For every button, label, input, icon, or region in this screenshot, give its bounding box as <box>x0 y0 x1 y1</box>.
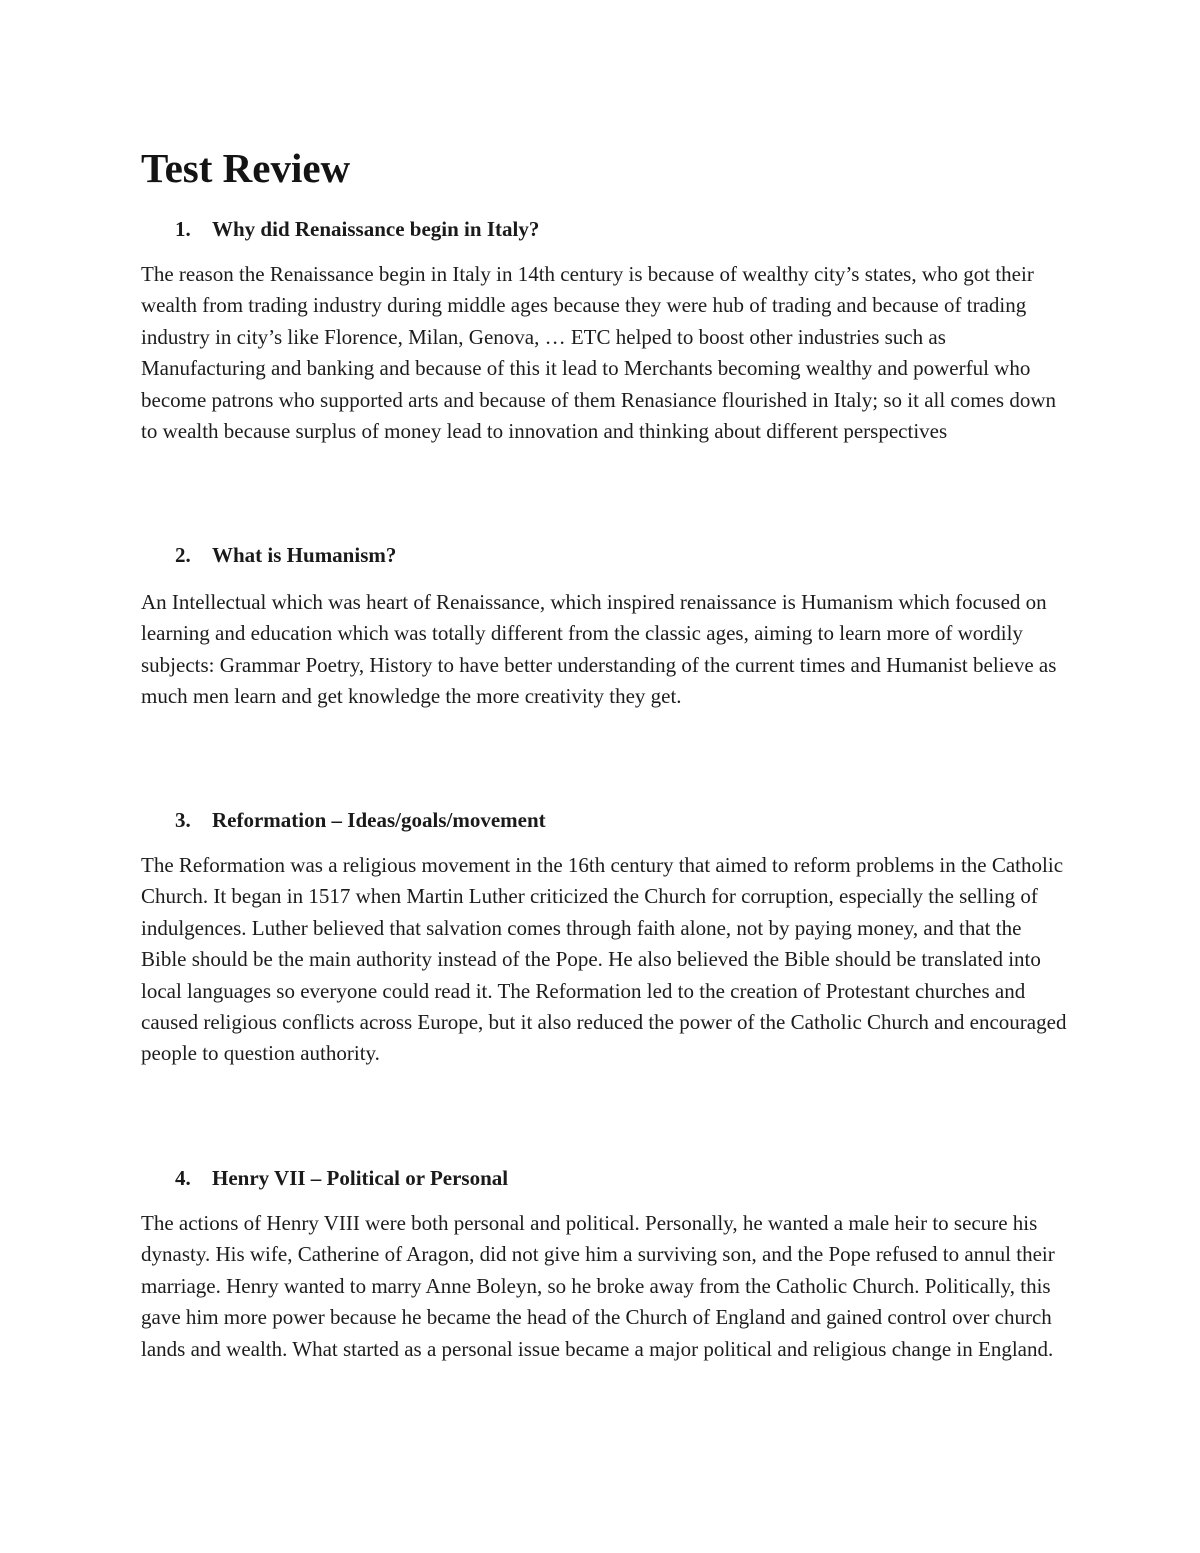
section-body: The actions of Henry VIII were both personal and political. Personally, he wanted a male heir to secure his dynasty. His wife, Catherine of Aragon, did not give him a surviving son, and the Pope refused to annul their marriage. Henry wanted to marry Anne Boleyn, so he broke away from the Catholic Church. Politically, this gave him more power because he became the head of the Church of England and gained control over church lands and wealth. What started as a personal issue became a major political and religious change in England. <box>141 1211 1055 1361</box>
section-body: An Intellectual which was heart of Renaissance, which inspired renaissance is Humanism which focused on learning and education which was totally different from the classic ages, aiming to learn more of wordily subjects: Grammar Poetry, History to have better understanding of the current times and Humanist believe as much men learn and get knowledge the more creativity they get. <box>141 590 1057 709</box>
document-title: Test Review <box>141 145 351 191</box>
section-number: 3. <box>175 808 191 832</box>
section-heading <box>175 806 546 834</box>
section-heading-text: Henry VII – Political or Personal <box>212 1166 509 1190</box>
section-heading-text: Why did Renaissance begin in Italy? <box>212 217 540 241</box>
section-heading <box>175 1164 508 1192</box>
section-body: The Reformation was a religious movement in the 16th century that aimed to reform problems in the Catholic Church. It began in 1517 when Martin Luther criticized the Church for corruption, especially the selling of indulgences. Luther believed that salvation comes through faith alone, not by paying money, and that the Bible should be the main authority instead of the Pope. He also believed the Bible should be translated into local languages so everyone could read it. The Reformation led to the creation of Protestant churches and caused religious conflicts across Europe, but it also reduced the power of the Catholic Church and encouraged people to question authority. <box>141 853 1067 1066</box>
section-heading <box>175 215 539 243</box>
section-number: 1. <box>175 217 191 241</box>
section-number: 4. <box>175 1166 191 1190</box>
section-number: 2. <box>175 543 191 567</box>
section-heading-text: Reformation – Ideas/goals/movement <box>212 808 546 832</box>
section-heading-text: What is Humanism? <box>212 543 397 567</box>
section-body: The reason the Renaissance begin in Italy in 14th century is because of wealthy city’s states, who got their wealth from trading industry during middle ages because they were hub of trading and because of trading industry in city’s like Florence, Milan, Genova, … ETC helped to boost other industries such as Manufacturing and banking and because of this it lead to Merchants becoming wealthy and powerful who become patrons who supported arts and because of them Renasiance flourished in Italy; so it all comes down to wealth because surplus of money lead to innovation and thinking about different perspectives <box>141 262 1056 444</box>
section-heading <box>175 541 396 569</box>
